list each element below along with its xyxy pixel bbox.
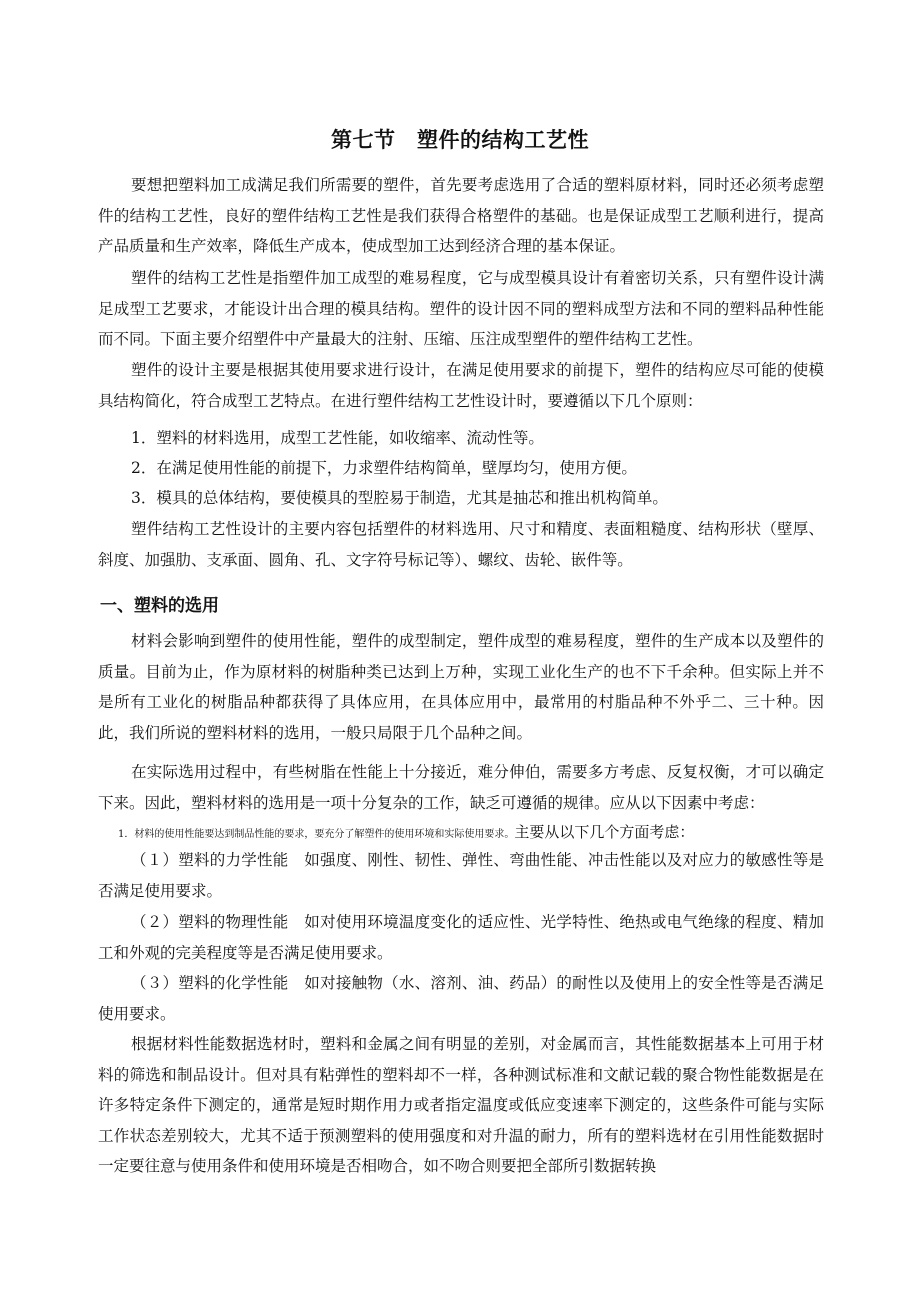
principle-item-1: 1．塑料的材料选用，成型工艺性能，如收缩率、流动性等。: [131, 429, 544, 447]
section-heading: 一、塑料的选用: [100, 596, 219, 616]
principle-item-3: 3．模具的总体结构，要使模具的型腔易于制造，尤其是抽芯和推出机构简单。: [131, 489, 668, 507]
performance-item-3: （３）塑料的化学性能 如对接触物（水、溶剂、油、药品）的耐性以及使用上的安全性等是否满足使用要求。: [98, 974, 824, 1023]
note-small-text: 1．材料的使用性能要达到制品性能的要求，要充分了解塑件的使用环境和实际使用要求。: [118, 829, 515, 840]
note-normal-text: 主要从以下几个方面考虑：: [514, 823, 695, 841]
section-paragraph-2: 在实际选用过程中，有些树脂在性能上十分接近，难分伸伯，需要多方考虑、反复权衡，才可以确定下来。因此，塑料材料的选用是一项十分复杂的工作，缺乏可遵循的规律。应从以下因素中考虑：: [98, 763, 824, 812]
intro-paragraph-3: 塑件的设计主要是根据其使用要求进行设计，在满足使用要求的前提下，塑件的结构应尽可能的使模具结构简化，符合成型工艺特点。在进行塑件结构工艺性设计时，要遵循以下几个原则：: [98, 361, 824, 410]
intro-paragraph-1: 要想把塑料加工成满足我们所需要的塑件，首先要考虑选用了合适的塑料原材料，同时还必须考虑塑件的结构工艺性，良好的塑件结构工艺性是我们获得合格塑件的基础。也是保证成型工艺顺利进行，提高产品质量和生产效率，降低生产成本，使成型加工达到经济合理的基本保证。: [98, 176, 824, 256]
closing-paragraph: 根据材料性能数据选材时，塑料和金属之间有明显的差别，对金属而言，其性能数据基本上可用于材料的筛选和制品设计。但对具有粘弹性的塑料却不一样，各种测试标准和文献记载的聚合物性能数据是在许多特定条件下测定的，通常是短时期作用力或者指定温度或低应变速率下测定的，这些条件可能与实际工作状态差别较大，尤其不适于预测塑料的使用强度和对升温的耐力，所有的塑料选材在引用性能数据时一定要往意与使用条件和使用环境是否相吻合，如不吻合则要把全部所引数据转换: [98, 1035, 824, 1176]
principle-item-2: 2．在满足使用性能的前提下，力求塑件结构简单，壁厚均匀，使用方便。: [131, 459, 637, 477]
performance-item-2: （２）塑料的物理性能 如对使用环境温度变化的适应性、光学特性、绝热或电气绝缘的程度、精加工和外观的完美程度等是否满足使用要求。: [98, 913, 824, 962]
intro-paragraph-2: 塑件的结构工艺性是指塑件加工成型的难易程度，它与成型模具设计有着密切关系，只有塑件设计满足成型工艺要求，才能设计出合理的模具结构。塑件的设计因不同的塑料成型方法和不同的塑料品种性能而不同。下面主要介绍塑件中产量最大的注射、压缩、压注成型塑件的塑件结构工艺性。: [98, 269, 824, 349]
material-requirement-note: [118, 822, 838, 845]
content-paragraph: 塑件结构工艺性设计的主要内容包括塑件的材料选用、尺寸和精度、表面粗糙度、结构形状（壁厚、斜度、加强肋、支承面、圆角、孔、文字符号标记等）、螺纹、齿轮、嵌件等。: [98, 520, 824, 569]
page-title: 第七节 塑件的结构工艺性: [331, 128, 589, 152]
section-paragraph-1: 材料会影响到塑件的使用性能，塑件的成型制定，塑件成型的难易程度，塑件的生产成本以及塑件的质量。目前为止，作为原材料的树脂种类已达到上万种，实现工业化生产的也不下千余种。但实际上并不是所有工业化的树脂品种都获得了具体应用，在具体应用中，最常用的村脂品种不外乎二、三十种。因此，我们所说的塑料材料的选用，一般只局限于几个品种之间。: [98, 632, 824, 742]
performance-item-1: （１）塑料的力学性能 如强度、刚性、韧性、弹性、弯曲性能、冲击性能以及对应力的敏感性等是否满足使用要求。: [98, 851, 824, 900]
